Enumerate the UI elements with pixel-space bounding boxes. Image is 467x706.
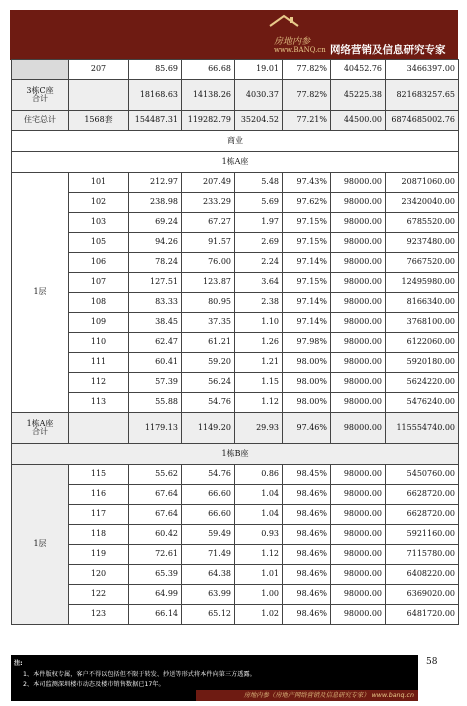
table-cell: 65.39 xyxy=(129,565,182,585)
table-cell: 117 xyxy=(69,505,129,525)
table-cell: 1.15 xyxy=(235,373,283,393)
table-cell: 1179.13 xyxy=(129,413,182,444)
table-cell: 80.95 xyxy=(182,293,235,313)
table-cell: 98.46% xyxy=(283,485,331,505)
table-cell: 98.46% xyxy=(283,585,331,605)
table-cell: 商业 xyxy=(12,131,459,152)
table-cell: 64.99 xyxy=(129,585,182,605)
table-row xyxy=(12,565,459,585)
table-cell: 98.00% xyxy=(283,393,331,413)
table-cell: 1149.20 xyxy=(182,413,235,444)
table-cell: 98000.00 xyxy=(331,173,386,193)
table-cell: 5450760.00 xyxy=(386,465,459,485)
subtotal-row xyxy=(12,80,459,111)
table-row xyxy=(12,193,459,213)
table-cell: 97.14% xyxy=(283,313,331,333)
table-cell: 83.33 xyxy=(129,293,182,313)
table-cell: 3.64 xyxy=(235,273,283,293)
table-cell: 111 xyxy=(69,353,129,373)
table-cell: 106 xyxy=(69,253,129,273)
table-cell: 207.49 xyxy=(182,173,235,193)
table-row xyxy=(12,525,459,545)
table-row xyxy=(12,233,459,253)
table-cell: 14138.26 xyxy=(182,80,235,111)
table-cell: 115 xyxy=(69,465,129,485)
table-row xyxy=(12,313,459,333)
table-cell: 61.21 xyxy=(182,333,235,353)
table-cell: 97.43% xyxy=(283,173,331,193)
table-cell: 3768100.00 xyxy=(386,313,459,333)
table-cell: 2.24 xyxy=(235,253,283,273)
table-cell: 1.04 xyxy=(235,505,283,525)
table-cell: 67.64 xyxy=(129,485,182,505)
table-cell: 60.41 xyxy=(129,353,182,373)
table-cell: 98000.00 xyxy=(331,213,386,233)
table-cell: 212.97 xyxy=(129,173,182,193)
table-cell: 118 xyxy=(69,525,129,545)
table-cell: 821683257.65 xyxy=(386,80,459,111)
table-cell: 1栋B座 xyxy=(12,444,459,465)
table-cell: 98000.00 xyxy=(331,313,386,333)
table-cell: 6369020.00 xyxy=(386,585,459,605)
table-cell: 59.49 xyxy=(182,525,235,545)
table-cell: 101 xyxy=(69,173,129,193)
table-cell: 19.01 xyxy=(235,60,283,80)
table-cell: 45225.38 xyxy=(331,80,386,111)
table-cell: 98000.00 xyxy=(331,273,386,293)
table-cell: 98.00% xyxy=(283,353,331,373)
table-cell: 98000.00 xyxy=(331,605,386,625)
table-body xyxy=(12,60,459,625)
table-cell: 77.82% xyxy=(283,80,331,111)
table-cell: 44500.00 xyxy=(331,111,386,131)
total-row xyxy=(12,111,459,131)
table-cell: 6785520.00 xyxy=(386,213,459,233)
table-cell: 109 xyxy=(69,313,129,333)
table-cell: 6122060.00 xyxy=(386,333,459,353)
table-cell: 38.45 xyxy=(129,313,182,333)
table-cell: 1层 xyxy=(12,465,69,625)
house-logo-icon xyxy=(268,14,300,36)
table-cell: 233.29 xyxy=(182,193,235,213)
table-cell: 98000.00 xyxy=(331,485,386,505)
table-cell: 98000.00 xyxy=(331,353,386,373)
table-cell: 5921160.00 xyxy=(386,525,459,545)
brand-url: www.BANQ.cn xyxy=(274,46,326,54)
table-cell: 78.24 xyxy=(129,253,182,273)
table-cell xyxy=(12,80,69,111)
table-cell: 55.88 xyxy=(129,393,182,413)
table-row xyxy=(12,213,459,233)
subtotal-row xyxy=(12,413,459,444)
table-cell: 98000.00 xyxy=(331,393,386,413)
header-banner xyxy=(10,10,458,60)
table-cell xyxy=(12,60,69,80)
table-cell: 98.46% xyxy=(283,545,331,565)
table-cell: 69.24 xyxy=(129,213,182,233)
table-cell: 1.01 xyxy=(235,565,283,585)
table-cell: 110 xyxy=(69,333,129,353)
footer-note-2: 2、本司监测深圳楼市动态及楼市销售数据已17年。 xyxy=(23,681,165,688)
table-row xyxy=(12,465,459,485)
table-cell: 59.20 xyxy=(182,353,235,373)
table-cell: 154487.31 xyxy=(129,111,182,131)
table-row xyxy=(12,585,459,605)
table-cell: 116 xyxy=(69,485,129,505)
table-row xyxy=(12,293,459,313)
page-number: 58 xyxy=(426,657,438,667)
table-row xyxy=(12,273,459,293)
table-cell: 1568套 xyxy=(69,111,129,131)
table-cell: 98000.00 xyxy=(331,505,386,525)
table-cell: 54.76 xyxy=(182,465,235,485)
table-row xyxy=(12,353,459,373)
table-cell: 1层 xyxy=(12,173,69,413)
table-cell: 102 xyxy=(69,193,129,213)
table-cell: 7115780.00 xyxy=(386,545,459,565)
table-cell: 6628720.00 xyxy=(386,485,459,505)
table-cell: 65.12 xyxy=(182,605,235,625)
table-cell: 64.38 xyxy=(182,565,235,585)
table-cell: 6628720.00 xyxy=(386,505,459,525)
table-cell: 98000.00 xyxy=(331,465,386,485)
table-cell: 98.46% xyxy=(283,505,331,525)
table-cell: 9237480.00 xyxy=(386,233,459,253)
table-cell: 住宅总计 xyxy=(12,111,69,131)
table-cell: 6481720.00 xyxy=(386,605,459,625)
table-cell: 5476240.00 xyxy=(386,393,459,413)
table-cell: 98000.00 xyxy=(331,413,386,444)
subtotal-label: 合计 xyxy=(32,94,48,103)
table-cell: 7667520.00 xyxy=(386,253,459,273)
subtotal-label: 合计 xyxy=(32,427,48,436)
table-cell: 1.12 xyxy=(235,545,283,565)
table-cell: 122 xyxy=(69,585,129,605)
table-cell: 60.42 xyxy=(129,525,182,545)
table-cell: 76.00 xyxy=(182,253,235,273)
table-cell: 6408220.00 xyxy=(386,565,459,585)
section-row xyxy=(12,131,459,152)
table-cell: 72.61 xyxy=(129,545,182,565)
table-cell: 37.35 xyxy=(182,313,235,333)
table-cell: 63.99 xyxy=(182,585,235,605)
table-cell: 97.46% xyxy=(283,413,331,444)
table-cell: 1.26 xyxy=(235,333,283,353)
table-cell: 97.62% xyxy=(283,193,331,213)
table-row xyxy=(12,505,459,525)
table-cell: 56.24 xyxy=(182,373,235,393)
table-cell: 107 xyxy=(69,273,129,293)
table-cell: 98000.00 xyxy=(331,373,386,393)
table-cell: 57.39 xyxy=(129,373,182,393)
table-cell xyxy=(12,413,69,444)
table-cell: 238.98 xyxy=(129,193,182,213)
table-cell: 18168.63 xyxy=(129,80,182,111)
table-cell: 1.12 xyxy=(235,393,283,413)
table-row xyxy=(12,253,459,273)
table-cell: 54.76 xyxy=(182,393,235,413)
table-cell: 98000.00 xyxy=(331,253,386,273)
table-cell: 1.97 xyxy=(235,213,283,233)
table-cell: 5.69 xyxy=(235,193,283,213)
table-cell: 97.98% xyxy=(283,333,331,353)
table-cell: 1.02 xyxy=(235,605,283,625)
footer-note-1: 1、本件版权专属，客户不得以包括但不限于转发、抄送等形式将本件向第三方透露。 xyxy=(23,671,256,678)
table-cell: 2.38 xyxy=(235,293,283,313)
table-cell: 66.60 xyxy=(182,505,235,525)
brand-name: 房地内参 xyxy=(274,37,311,47)
table-cell: 29.93 xyxy=(235,413,283,444)
table-cell: 1.04 xyxy=(235,485,283,505)
table-cell: 98000.00 xyxy=(331,525,386,545)
table-cell: 98000.00 xyxy=(331,545,386,565)
subtotal-label: 3栋C座 xyxy=(26,85,54,95)
table-cell: 6874685002.76 xyxy=(386,111,459,131)
table-cell: 0.86 xyxy=(235,465,283,485)
table-cell: 91.57 xyxy=(182,233,235,253)
table-row xyxy=(12,485,459,505)
table-row xyxy=(12,393,459,413)
table-cell: 97.15% xyxy=(283,273,331,293)
banner-title: 网络营销及信息研究专家 xyxy=(330,44,446,56)
table-cell: 3466397.00 xyxy=(386,60,459,80)
subtotal-label: 1栋A座 xyxy=(26,418,54,428)
table-row xyxy=(12,373,459,393)
table-cell: 103 xyxy=(69,213,129,233)
table-cell: 5920180.00 xyxy=(386,353,459,373)
table-cell xyxy=(69,80,129,111)
table-cell: 105 xyxy=(69,233,129,253)
table-cell: 98000.00 xyxy=(331,565,386,585)
table-cell: 55.62 xyxy=(129,465,182,485)
table-cell: 98.00% xyxy=(283,373,331,393)
table-cell: 1.10 xyxy=(235,313,283,333)
table-cell: 98.46% xyxy=(283,565,331,585)
table-cell: 1.21 xyxy=(235,353,283,373)
table-cell: 97.14% xyxy=(283,253,331,273)
table-cell: 113 xyxy=(69,393,129,413)
table-cell: 77.21% xyxy=(283,111,331,131)
table-cell: 66.60 xyxy=(182,485,235,505)
table-cell: 67.27 xyxy=(182,213,235,233)
footer-heading: 注: xyxy=(14,660,23,667)
table-cell: 5.48 xyxy=(235,173,283,193)
table-cell: 62.47 xyxy=(129,333,182,353)
table-row xyxy=(12,605,459,625)
table-cell: 12495980.00 xyxy=(386,273,459,293)
table-cell: 0.93 xyxy=(235,525,283,545)
table-cell: 127.51 xyxy=(129,273,182,293)
table-cell: 85.69 xyxy=(129,60,182,80)
table-cell: 98000.00 xyxy=(331,233,386,253)
table-cell: 67.64 xyxy=(129,505,182,525)
sales-data-table xyxy=(11,59,459,625)
table-cell: 115554740.00 xyxy=(386,413,459,444)
table-cell: 97.15% xyxy=(283,233,331,253)
table-row xyxy=(12,60,459,80)
table-cell xyxy=(69,413,129,444)
table-cell: 120 xyxy=(69,565,129,585)
table-cell: 20871060.00 xyxy=(386,173,459,193)
table-cell: 119282.79 xyxy=(182,111,235,131)
table-cell: 8166340.00 xyxy=(386,293,459,313)
table-cell: 108 xyxy=(69,293,129,313)
table-cell: 40452.76 xyxy=(331,60,386,80)
table-cell: 1栋A座 xyxy=(12,152,459,173)
table-row xyxy=(12,333,459,353)
table-cell: 98.46% xyxy=(283,605,331,625)
table-cell: 94.26 xyxy=(129,233,182,253)
table-cell: 4030.37 xyxy=(235,80,283,111)
table-cell: 98.45% xyxy=(283,465,331,485)
table-cell: 98.46% xyxy=(283,525,331,545)
table-cell: 5624220.00 xyxy=(386,373,459,393)
table-cell: 35204.52 xyxy=(235,111,283,131)
table-cell: 123.87 xyxy=(182,273,235,293)
table-cell: 66.14 xyxy=(129,605,182,625)
table-cell: 23420040.00 xyxy=(386,193,459,213)
table-cell: 1.00 xyxy=(235,585,283,605)
table-cell: 97.15% xyxy=(283,213,331,233)
table-cell: 97.14% xyxy=(283,293,331,313)
section-row xyxy=(12,444,459,465)
footer-notes xyxy=(11,655,418,701)
table-cell: 119 xyxy=(69,545,129,565)
table-cell: 98000.00 xyxy=(331,193,386,213)
table-cell: 77.82% xyxy=(283,60,331,80)
table-cell: 66.68 xyxy=(182,60,235,80)
table-cell: 98000.00 xyxy=(331,293,386,313)
table-cell: 207 xyxy=(69,60,129,80)
table-cell: 2.69 xyxy=(235,233,283,253)
table-cell: 98000.00 xyxy=(331,333,386,353)
footer-brand-bar: 房地内参（房地产网络营销及信息研究专家） www.banq.cn xyxy=(196,690,418,701)
table-row xyxy=(12,545,459,565)
table-cell: 98000.00 xyxy=(331,585,386,605)
section-row xyxy=(12,152,459,173)
table-cell: 112 xyxy=(69,373,129,393)
table-row xyxy=(12,173,459,193)
table-cell: 71.49 xyxy=(182,545,235,565)
table-cell: 123 xyxy=(69,605,129,625)
